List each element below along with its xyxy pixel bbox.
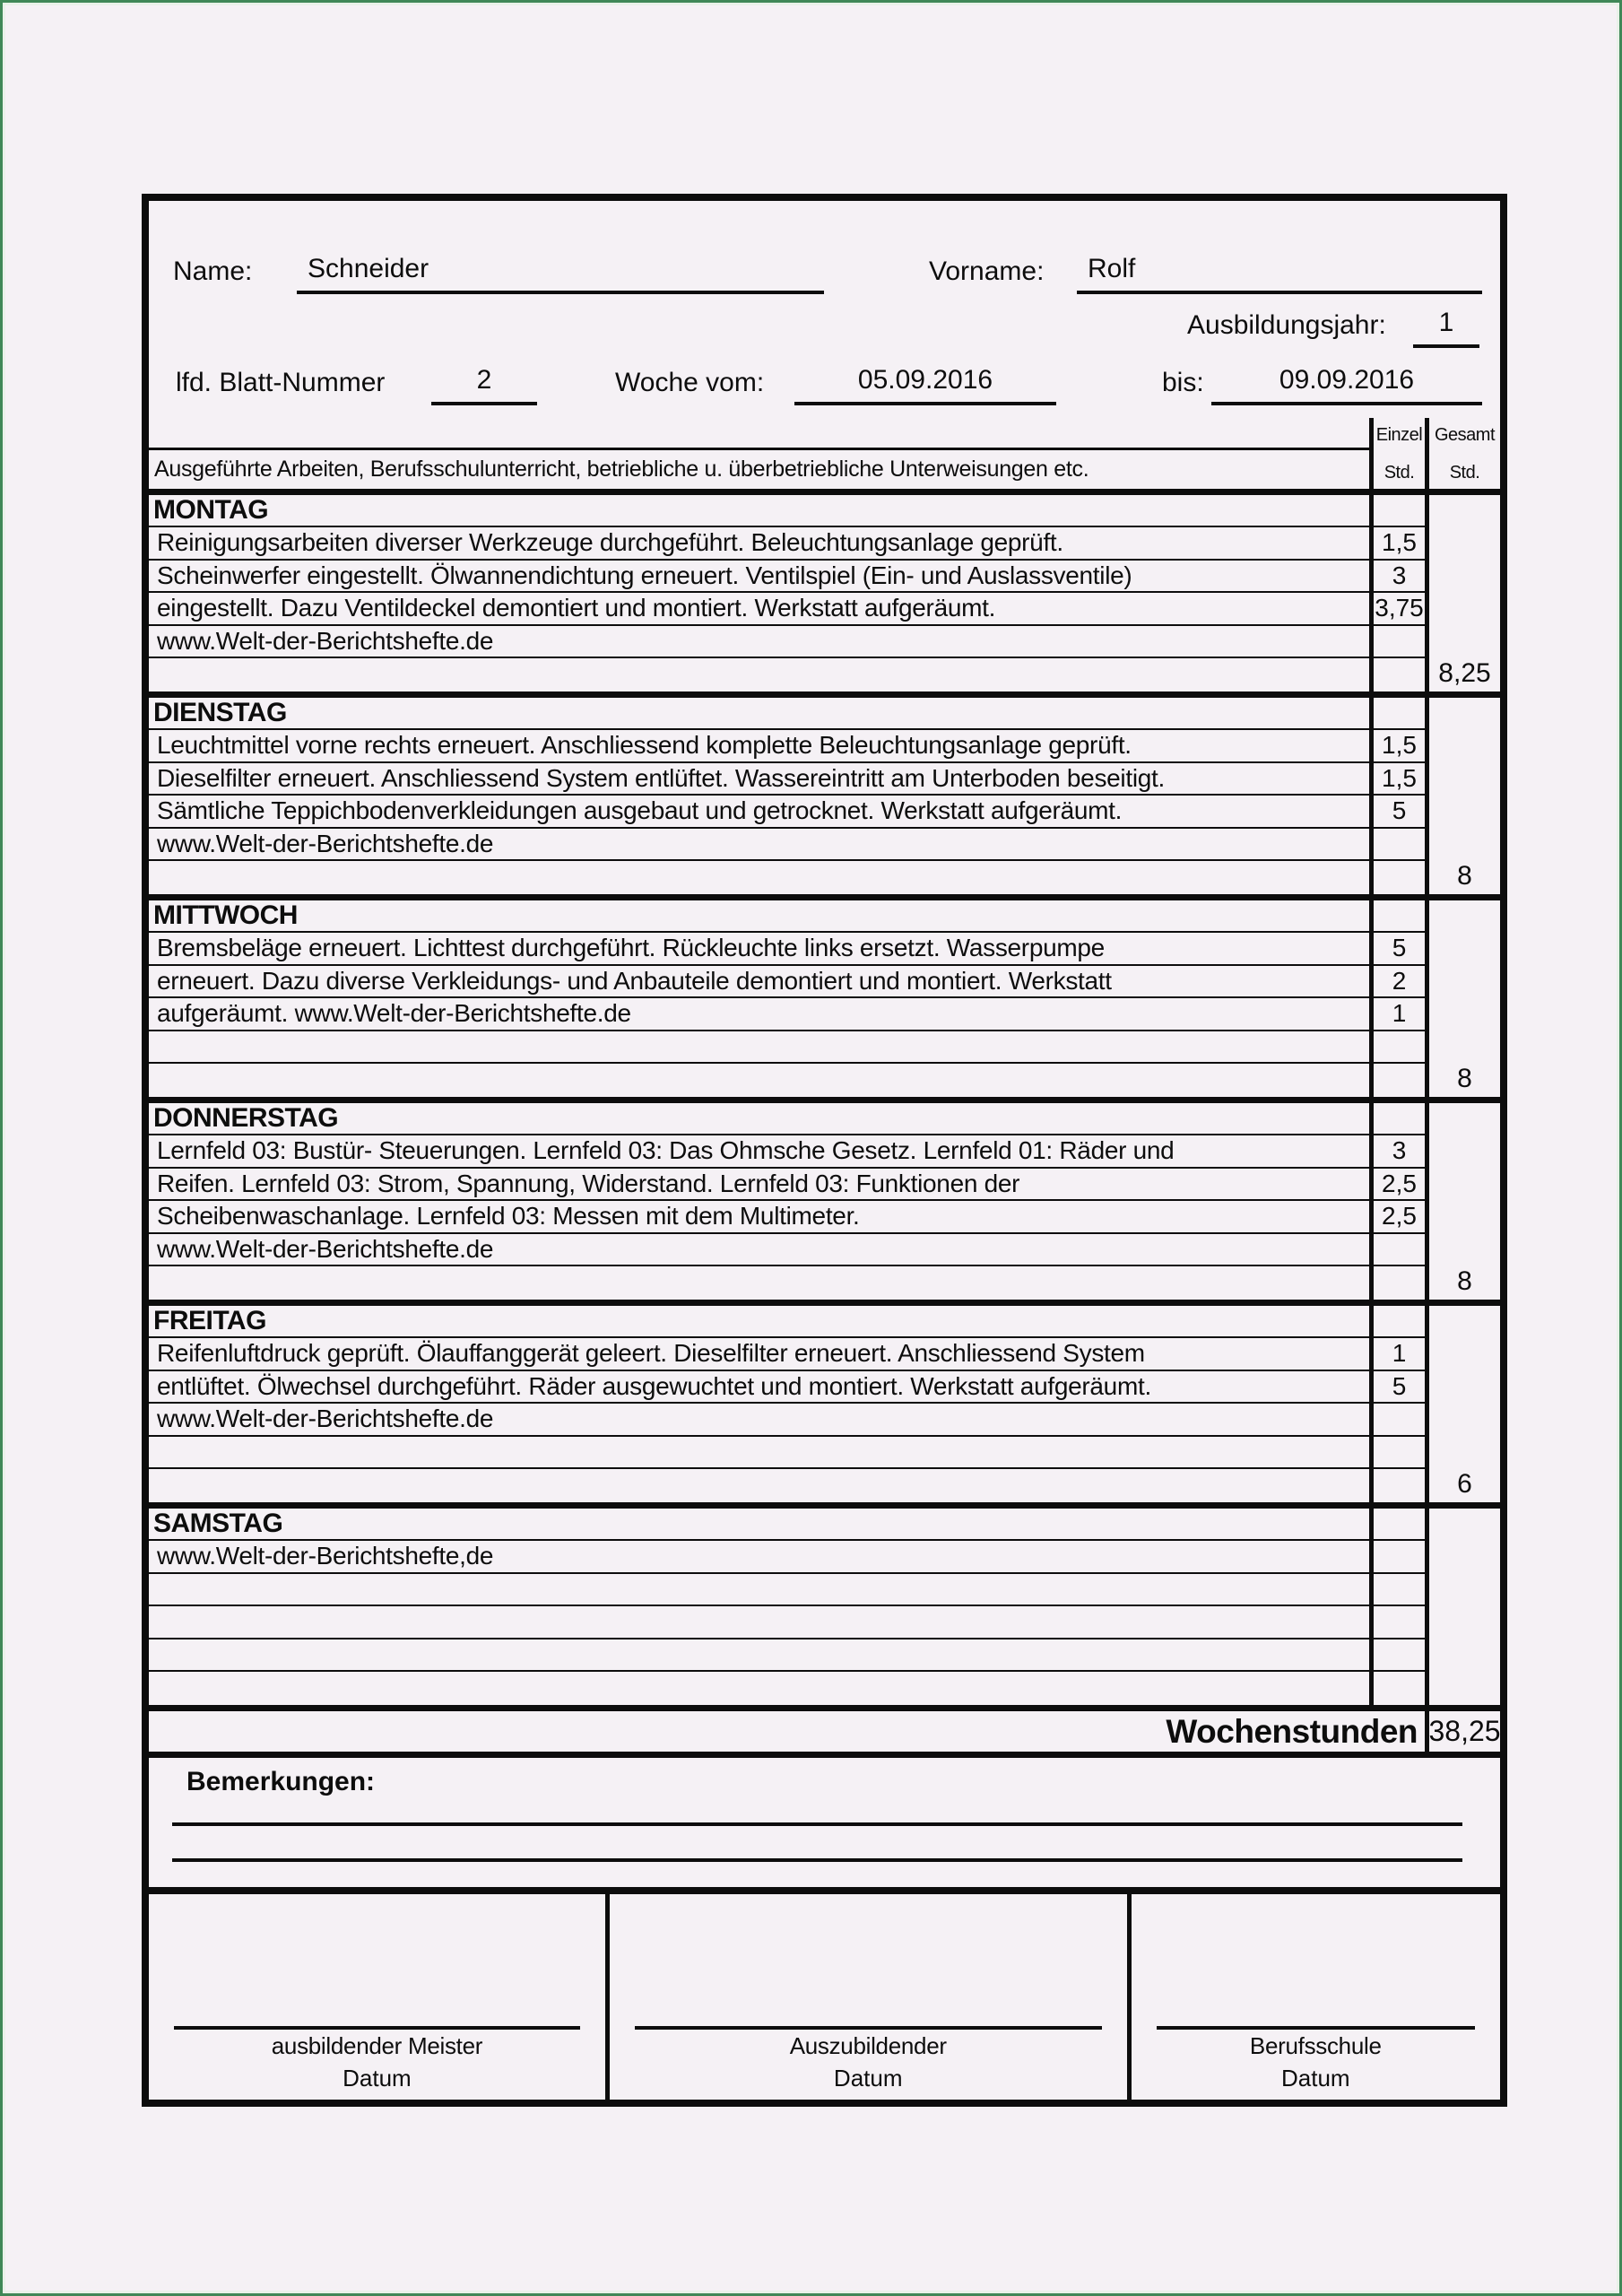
- name-value: Schneider: [308, 254, 429, 283]
- work-description: Dieselfilter erneuert. Anschliessend System entlüftet. Wassereintritt am Unterboden beseitigt.: [149, 763, 1369, 796]
- work-description: Lernfeld 03: Bustür- Steuerungen. Lernfeld 03: Das Ohmsche Gesetz. Lernfeld 01: Räder und: [149, 1135, 1369, 1169]
- table-row: [149, 658, 1425, 691]
- einzel-hours-cell: 1: [1369, 1338, 1425, 1371]
- blatt-nummer-value: 2: [476, 365, 492, 395]
- work-description: [149, 1672, 1369, 1705]
- work-description: aufgeräumt. www.Welt-der-Berichtshefte.de: [149, 998, 1369, 1031]
- woche-vom-value: 05.09.2016: [857, 365, 993, 395]
- woche-vom-label: Woche vom:: [615, 368, 765, 397]
- day-section-dienstag: [149, 698, 1500, 900]
- work-description: Reifen. Lernfeld 03: Strom, Spannung, Widerstand. Lernfeld 03: Funktionen der: [149, 1169, 1369, 1202]
- einzel-hours-cell: 5: [1369, 933, 1425, 966]
- work-description: Reinigungsarbeiten diverser Werkzeuge durchgeführt. Beleuchtungsanlage geprüft.: [149, 527, 1369, 561]
- day-label-hours-stub: [1369, 900, 1425, 933]
- bemerkungen-section: [149, 1758, 1500, 1894]
- einzel-hours-cell: 1,5: [1369, 730, 1425, 763]
- signature-role: Berufsschule: [1249, 2032, 1382, 2059]
- einzel-hours-cell: [1369, 861, 1425, 894]
- gesamt-total-cell: [1425, 1509, 1500, 1705]
- table-row: [149, 1338, 1425, 1371]
- work-description: www.Welt-der-Berichtshefte.de: [149, 1234, 1369, 1267]
- day-section-mittwoch: [149, 900, 1500, 1103]
- table-row: [149, 1469, 1425, 1502]
- table-row: [149, 527, 1425, 561]
- signature-datum-label: Datum: [833, 2065, 903, 2092]
- table-row: [149, 933, 1425, 966]
- work-description: Sämtliche Teppichbodenverkleidungen ausgebaut und getrocknet. Werkstatt aufgeräumt.: [149, 796, 1369, 829]
- einzel-hours-cell: 1,5: [1369, 763, 1425, 796]
- table-row: [149, 1135, 1425, 1169]
- table-row: [149, 1064, 1425, 1097]
- einzel-hours-cell: 2: [1369, 966, 1425, 999]
- signature-line: [174, 2026, 580, 2030]
- bemerkungen-line: [172, 1822, 1462, 1826]
- einzel-hours-cell: 3,75: [1369, 593, 1425, 626]
- einzel-hours-cell: 5: [1369, 1371, 1425, 1405]
- day-label: FREITAG: [149, 1306, 1369, 1338]
- einzel-hours-cell: [1369, 1234, 1425, 1267]
- wochenstunden-row: [149, 1711, 1500, 1758]
- table-row: [149, 1234, 1425, 1267]
- bemerkungen-line: [172, 1858, 1462, 1862]
- gesamt-total-cell: 8,25: [1425, 495, 1500, 691]
- table-row: [149, 1404, 1425, 1437]
- description-column-header: Ausgeführte Arbeiten, Berufsschulunterricht, betriebliche u. überbetriebliche Unterweisungen etc.: [149, 448, 1369, 489]
- signature-section: [149, 1894, 1500, 2100]
- bis-label: bis:: [1162, 368, 1204, 397]
- table-row: [149, 1606, 1425, 1639]
- report-header: [149, 201, 1500, 418]
- einzel-hours-cell: [1369, 1639, 1425, 1673]
- signature-role: ausbildender Meister: [271, 2032, 483, 2059]
- work-description: [149, 1639, 1369, 1673]
- einzel-hours-cell: [1369, 626, 1425, 659]
- bis-field: [1211, 359, 1482, 405]
- day-label: MITTWOCH: [149, 900, 1369, 933]
- vorname-value: Rolf: [1088, 254, 1136, 283]
- einzel-hours-cell: 5: [1369, 796, 1425, 829]
- name-label: Name:: [173, 257, 253, 286]
- table-row: [149, 1266, 1425, 1300]
- einzel-hours-cell: [1369, 1574, 1425, 1607]
- table-row: [149, 1574, 1425, 1607]
- table-row: [149, 998, 1425, 1031]
- signature-line: [1157, 2026, 1475, 2030]
- table-column-header: [149, 418, 1500, 495]
- day-label: SAMSTAG: [149, 1509, 1369, 1541]
- einzel-hours-cell: [1369, 1469, 1425, 1502]
- table-row: [149, 829, 1425, 862]
- work-description: www.Welt-der-Berichtshefte.de: [149, 1404, 1369, 1437]
- work-description: eingestellt. Dazu Ventildeckel demontiert und montiert. Werkstatt aufgeräumt.: [149, 593, 1369, 626]
- signature-box-auszubildender: [610, 1894, 1132, 2100]
- table-row: [149, 1031, 1425, 1065]
- work-description: [149, 1031, 1369, 1065]
- table-row: [149, 1639, 1425, 1673]
- einzel-hours-cell: [1369, 829, 1425, 862]
- einzel-hours-cell: [1369, 1672, 1425, 1705]
- signature-line: [635, 2026, 1102, 2030]
- vorname-label: Vorname:: [929, 257, 1045, 286]
- table-row: [149, 1201, 1425, 1234]
- work-description: [149, 658, 1369, 691]
- bis-value: 09.09.2016: [1279, 365, 1415, 395]
- table-row: [149, 561, 1425, 594]
- table-row: [149, 626, 1425, 659]
- day-label: DIENSTAG: [149, 698, 1369, 730]
- einzel-hours-cell: [1369, 1266, 1425, 1300]
- work-description: [149, 1437, 1369, 1470]
- work-description: Scheibenwaschanlage. Lernfeld 03: Messen mit dem Multimeter.: [149, 1201, 1369, 1234]
- table-row: [149, 593, 1425, 626]
- signature-datum-label: Datum: [343, 2065, 412, 2092]
- blatt-nummer-field: [431, 359, 537, 405]
- work-description: [149, 1574, 1369, 1607]
- signature-box-berufsschule: [1132, 1894, 1500, 2100]
- work-description: Leuchtmittel vorne rechts erneuert. Anschliessend komplette Beleuchtungsanlage geprüft.: [149, 730, 1369, 763]
- day-section-freitag: [149, 1306, 1500, 1509]
- ausbildungsjahr-field: [1413, 301, 1479, 348]
- gesamt-total-cell: 8: [1425, 698, 1500, 894]
- ausbildungsjahr-label: Ausbildungsjahr:: [1187, 310, 1386, 340]
- einzel-hours-cell: [1369, 1541, 1425, 1574]
- day-label-hours-stub: [1369, 1509, 1425, 1541]
- table-row: [149, 1437, 1425, 1470]
- day-label-hours-stub: [1369, 1103, 1425, 1135]
- einzel-hours-cell: 3: [1369, 1135, 1425, 1169]
- table-row: [149, 1672, 1425, 1705]
- woche-vom-field: [794, 359, 1056, 405]
- work-description: www.Welt-der-Berichtshefte.de: [149, 829, 1369, 862]
- day-label: MONTAG: [149, 495, 1369, 527]
- work-description: entlüftet. Ölwechsel durchgeführt. Räder ausgewuchtet und montiert. Werkstatt aufgeräumt.: [149, 1371, 1369, 1405]
- ausbildungsjahr-value: 1: [1438, 308, 1454, 337]
- table-row: [149, 730, 1425, 763]
- work-description: Bremsbeläge erneuert. Lichttest durchgeführt. Rückleuchte links ersetzt. Wasserpumpe: [149, 933, 1369, 966]
- table-row: [149, 796, 1425, 829]
- day-section-montag: [149, 495, 1500, 698]
- einzel-hours-cell: 2,5: [1369, 1201, 1425, 1234]
- einzel-hours-cell: 3: [1369, 561, 1425, 594]
- day-label-hours-stub: [1369, 495, 1425, 527]
- work-description: [149, 1064, 1369, 1097]
- einzel-hours-cell: [1369, 1064, 1425, 1097]
- day-section-samstag: [149, 1509, 1500, 1711]
- einzel-hours-cell: [1369, 1404, 1425, 1437]
- table-row: [149, 1371, 1425, 1405]
- bemerkungen-label: Bemerkungen:: [186, 1767, 376, 1796]
- work-description: erneuert. Dazu diverse Verkleidungs- und Anbauteile demontiert und montiert. Werkstatt: [149, 966, 1369, 999]
- einzel-hours-cell: 2,5: [1369, 1169, 1425, 1202]
- einzel-hours-cell: [1369, 658, 1425, 691]
- name-field: [297, 248, 824, 294]
- table-row: [149, 861, 1425, 894]
- work-description: [149, 861, 1369, 894]
- work-description: [149, 1266, 1369, 1300]
- wochenstunden-total: 38,25: [1425, 1711, 1500, 1752]
- work-description: [149, 1469, 1369, 1502]
- work-description: Reifenluftdruck geprüft. Ölauffanggerät geleert. Dieselfilter erneuert. Anschliessend System: [149, 1338, 1369, 1371]
- signature-role: Auszubildender: [789, 2032, 947, 2059]
- gesamt-std-column-header: Gesamt Std.: [1425, 418, 1500, 489]
- einzel-std-column-header: Einzel Std.: [1369, 418, 1425, 489]
- work-description: www.Welt-der-Berichtshefte.de: [149, 626, 1369, 659]
- einzel-hours-cell: 1,5: [1369, 527, 1425, 561]
- table-row: [149, 763, 1425, 796]
- einzel-hours-cell: [1369, 1437, 1425, 1470]
- vorname-field: [1077, 248, 1482, 294]
- einzel-hours-cell: 1: [1369, 998, 1425, 1031]
- signature-datum-label: Datum: [1280, 2065, 1350, 2092]
- day-label-hours-stub: [1369, 1306, 1425, 1338]
- gesamt-total-cell: 6: [1425, 1306, 1500, 1502]
- gesamt-total-cell: 8: [1425, 1103, 1500, 1300]
- blatt-nummer-label: lfd. Blatt-Nummer: [176, 368, 386, 397]
- weekly-report-sheet: [142, 194, 1507, 2107]
- day-label: DONNERSTAG: [149, 1103, 1369, 1135]
- signature-box-meister: [149, 1894, 610, 2100]
- work-description: [149, 1606, 1369, 1639]
- wochenstunden-label: Wochenstunden: [1166, 1712, 1418, 1750]
- day-label-hours-stub: [1369, 698, 1425, 730]
- einzel-hours-cell: [1369, 1606, 1425, 1639]
- work-description: www.Welt-der-Berichtshefte,de: [149, 1541, 1369, 1574]
- table-row: [149, 966, 1425, 999]
- gesamt-total-cell: 8: [1425, 900, 1500, 1097]
- work-description: Scheinwerfer eingestellt. Ölwannendichtung erneuert. Ventilspiel (Ein- und Auslassventile): [149, 561, 1369, 594]
- table-row: [149, 1169, 1425, 1202]
- einzel-hours-cell: [1369, 1031, 1425, 1065]
- day-section-donnerstag: [149, 1103, 1500, 1306]
- table-row: [149, 1541, 1425, 1574]
